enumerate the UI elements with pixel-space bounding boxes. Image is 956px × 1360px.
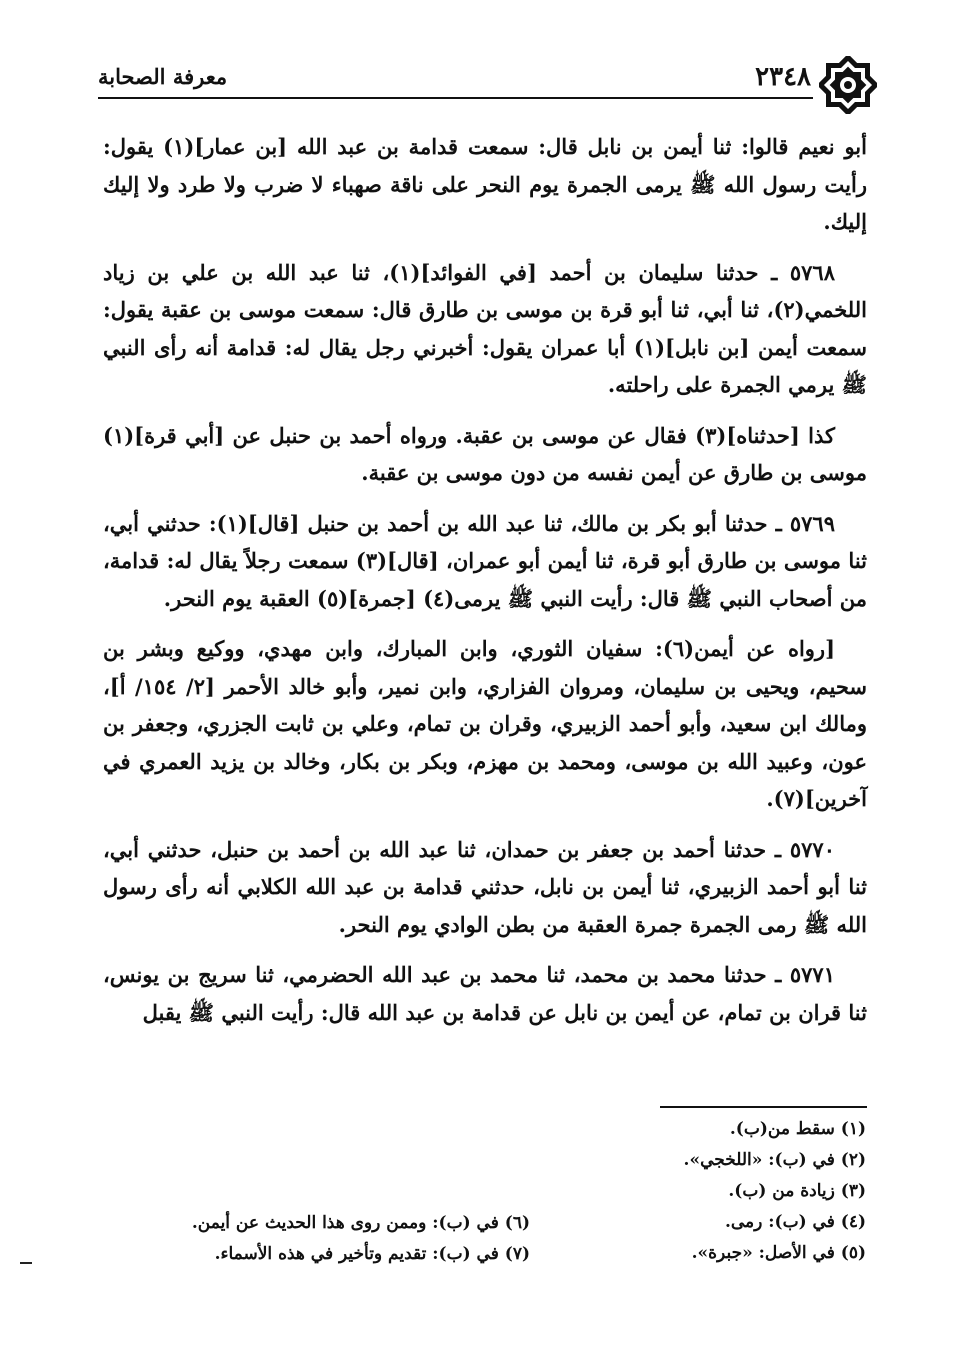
footnote-1: (١) سقط من(ب).: [729, 1119, 866, 1139]
page-number: ٢٣٤٨: [755, 62, 811, 92]
paragraph-commentary: كذا [حدثناه](٣) فقال عن موسى بن عقبة. ورواه أحمد بن حنبل عن [أبي قرة](١) موسى بن طارق عن أيمن نفسه من دون موسى بن عقبة.: [103, 422, 867, 485]
main-text: [103, 128, 867, 1044]
paragraph-5770: ٥٧٧٠ ـ حدثنا أحمد بن جعفر بن حمدان، ثنا عبد الله بن أحمد بن حنبل، حدثني أبي، ثنا أبو أحمد الزبيري، ثنا أيمن بن نابل، حدثني قدامة بن عبد الله الكلابي أنه رأى رسول الله ﷺ رمى الجمرة جمرة العقبة من بطن الوادي يوم النحر.: [103, 836, 867, 937]
footnote-7: (٧) في (ب): تقديم وتأخير في هذه الأسماء.: [214, 1244, 530, 1264]
paragraph-5771: ٥٧٧١ ـ حدثنا محمد بن محمد، ثنا محمد بن عبد الله الحضرمي، ثنا سريج بن يونس، ثنا قران بن تمام، عن أيمن بن نابل عن قدامة بن عبد الله قال: رأيت النبي ﷺ يقبل: [103, 962, 867, 1025]
footnote-5: (٥) في الأصل: «جبرة».: [691, 1243, 866, 1263]
paragraph-5768: ٥٧٦٨ ـ حدثنا سليمان بن أحمد [في الفوائد](١)، ثنا عبد الله بن علي بن زياد اللخمي(٢)، ثنا أبي، ثنا أبو قرة بن موسى بن طارق قال: سمعت موسى بن عقبة يقول: سمعت أيمن [بن نابل](١) أبا عمران يقول: أخبرني رجل يقال له: قدامة أنه رأى النبي ﷺ يرمي الجمرة على راحلته.: [103, 259, 868, 397]
footnote-2: (٢) في (ب): «اللخجي».: [683, 1150, 866, 1170]
page-header: [98, 52, 873, 108]
paragraph-5769: ٥٧٦٩ ـ حدثنا أبو بكر بن مالك، ثنا عبد الله بن أحمد بن حنبل [قال](١): حدثني أبي، ثنا موسى بن طارق أبو قرة، ثنا أيمن أبو عمران، [قال](٣) سمعت رجلاً يقال له: قدامة، من أصحاب النبي ﷺ قال: رأيت النبي ﷺ يرمى(٤) [جمرة](٥) العقبة يوم النحر.: [103, 510, 867, 611]
footnotes-column-left: [150, 1208, 530, 1270]
footnote-3: (٣) زيادة من (ب).: [728, 1181, 866, 1201]
octagram-ornament-icon: [819, 56, 877, 114]
paragraph-narrators-list: [رواه عن أيمن(٦): سفيان الثوري، وابن المبارك، وابن مهدي، ووكيع وبشر بن سحيم، ويحيى بن سليمان، ومروان الفزاري، وابن نمير، وأبو خالد الأحمر [٢/ ١٥٤/ أ]، ومالك ابن سعيد، وأبو أحمد الزبيري، وقران بن تمام، وعلي بن ثابت الجزري، وجعفر بن عون، وعبيد الله بن موسى، ومحمد بن مهزم، وبكر بن بكار، وخالد بن يزيد العمري في آخرين](٧).: [103, 636, 867, 811]
footnote-4: (٤) في (ب): رمى.: [724, 1212, 866, 1232]
footnote-6: (٦) في (ب): وممن روى هذا الحديث عن أيمن.: [191, 1213, 530, 1233]
paragraph: أبو نعيم قالوا: ثنا أيمن بن نابل قال: سمعت قدامة بن عبد الله [بن عمار](١) يقول: رأيت رسول الله ﷺ يرمى الجمرة يوم النحر على ناقة صهباء لا ضرب ولا طرد ولا إليك إليك.: [103, 134, 867, 234]
margin-mark: [20, 1262, 32, 1264]
header-rule: [98, 97, 813, 99]
footnotes-column-right: [566, 1114, 866, 1269]
running-title: معرفة الصحابة: [98, 64, 228, 89]
footnote-rule: [660, 1106, 867, 1108]
